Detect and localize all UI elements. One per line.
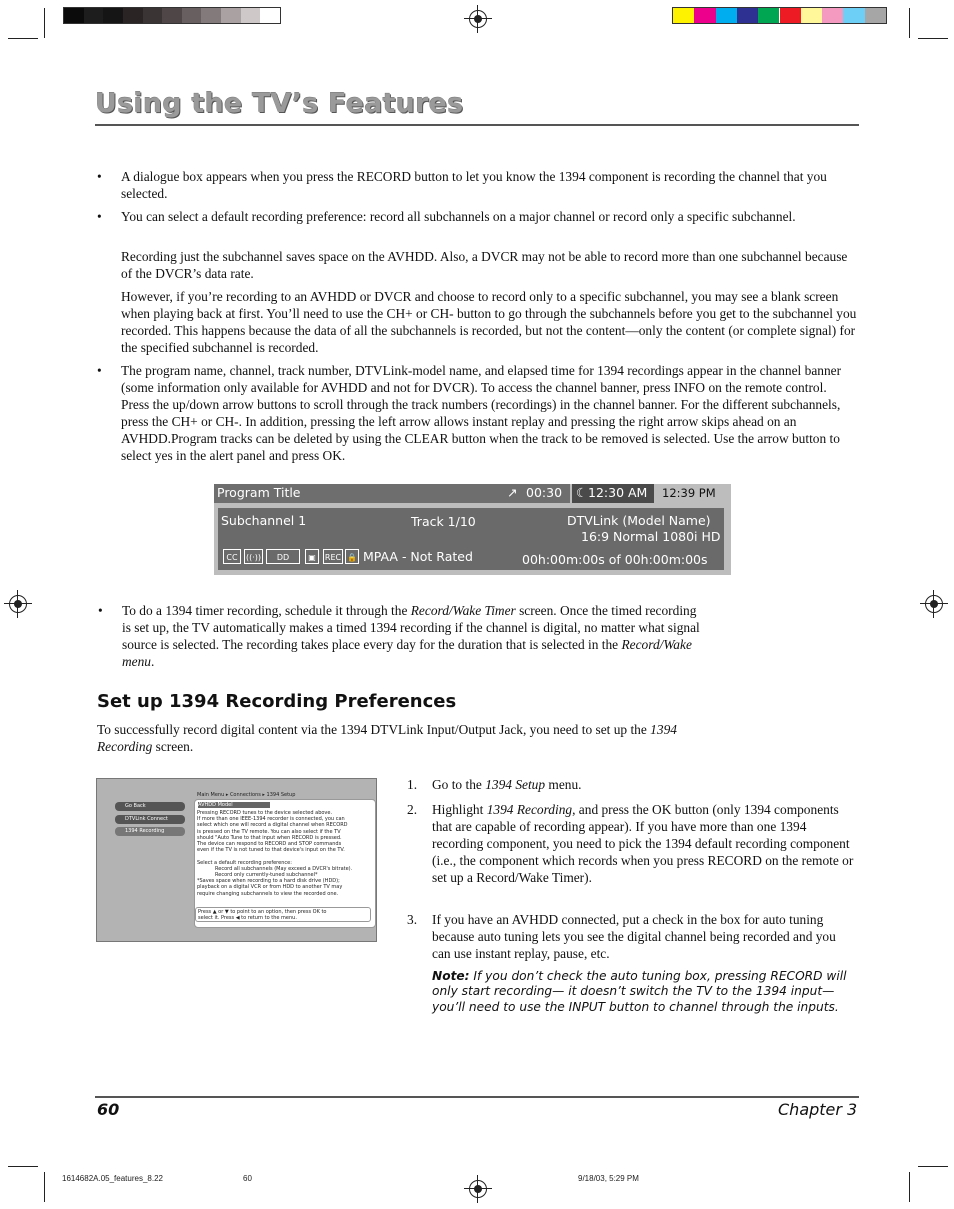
- slug-page: 60: [243, 1174, 252, 1183]
- menu-item-go-back[interactable]: Go Back: [115, 802, 185, 811]
- info-line: even if the TV is not tuned to that device's input on the TV.: [197, 847, 345, 854]
- subchannel: Subchannel 1: [221, 513, 307, 528]
- track: Track 1/10: [411, 514, 476, 529]
- info-line: The device can respond to RECORD and STOP commands: [197, 841, 342, 848]
- bullet-icon: •: [97, 209, 102, 224]
- device-field[interactable]: AVHDD Model: [198, 802, 270, 808]
- chapter-label: Chapter 3: [778, 1100, 858, 1119]
- bullet-text: You can select a default recording preference: record all subchannels on a major channel or record only a specific subchannel.: [121, 209, 796, 224]
- grayscale-swatch: [221, 8, 241, 23]
- section-heading: Set up 1394 Recording Preferences: [97, 691, 457, 712]
- color-swatch: [758, 8, 779, 23]
- bullet-paragraph: However, if you’re recording to an AVHDD or DVCR and choose to record only to a specific subchannel, you may see a blank screen when playing back at first. You’ll need to use the CH+ or CH- button to go through the subchannels before you get to the subchannel you recorded. This happens because the data of all the subchannels is recorded, but not the content—only the content (or complete signal) for the specified subchannel is recorded.: [121, 289, 857, 355]
- step-text: Go to the 1394 Setup menu.: [432, 777, 582, 792]
- section-intro: To successfully record digital content via the 1394 DTVLink Input/Output Jack, you need to set up the 1394 Recording screen.: [97, 722, 677, 754]
- info-line: Pressing RECORD tunes to the device selected above.: [197, 810, 333, 816]
- step-number: 3.: [407, 912, 418, 927]
- step-number: 2.: [407, 802, 418, 817]
- info-line: If more than one IEEE-1394 recorder is connected, you can: [197, 816, 345, 823]
- film-icon: ▣: [305, 549, 319, 564]
- dolby-icon: DD: [266, 549, 300, 564]
- elapsed-icon: ↗: [507, 485, 518, 500]
- grayscale-swatch: [103, 8, 123, 23]
- bullet-text: A dialogue box appears when you press the RECORD button to let you know the 1394 component is recording the channel that you selected.: [121, 169, 827, 201]
- registration-mark-icon: [925, 595, 943, 613]
- rating: MPAA - Not Rated: [363, 549, 473, 564]
- info-line: Select a default recording preference:: [197, 859, 292, 866]
- info-line: is pressed on the TV remote. You can also select if the TV: [197, 828, 341, 835]
- color-swatch: [865, 8, 886, 23]
- rec-icon: REC: [323, 549, 343, 564]
- grayscale-swatch: [182, 8, 202, 23]
- color-calibration-bar: [672, 7, 887, 24]
- color-swatch: [822, 8, 843, 23]
- grayscale-calibration-bar: [63, 7, 281, 24]
- breadcrumb: Main Menu ▸ Connections ▸ 1394 Setup: [197, 792, 296, 798]
- info-line: Record all subchannels (May exceed a DVCR's bitrate).: [215, 865, 353, 872]
- step-text: If you have an AVHDD connected, put a check in the box for auto tuning because auto tuning lets you see the digital channel being recorded and you can use instant replay, pause, etc.: [432, 912, 836, 961]
- registration-mark-icon: [469, 10, 487, 28]
- registration-mark-icon: [469, 1180, 487, 1198]
- slug-filename: 1614682A.05_features_8.22: [62, 1174, 163, 1183]
- crop-mark: [44, 1172, 45, 1202]
- elapsed-time: 00:30: [526, 485, 563, 500]
- bullet-icon: •: [97, 363, 102, 378]
- crop-mark: [44, 8, 45, 38]
- bullet-icon: •: [97, 169, 102, 184]
- menu-item-dtvlink-connect[interactable]: DTVLink Connect: [115, 815, 185, 824]
- crop-mark: [918, 38, 948, 39]
- step-number: 1.: [407, 777, 418, 792]
- color-swatch: [737, 8, 758, 23]
- stereo-icon: ((·)): [244, 549, 263, 564]
- color-swatch: [716, 8, 737, 23]
- info-line: require changing subchannels to view the recorded one.: [197, 890, 339, 897]
- help-box: [195, 907, 371, 922]
- info-line: should "Auto Tune to that input when RECORD is pressed.: [197, 834, 342, 841]
- color-swatch: [801, 8, 822, 23]
- color-swatch: [673, 8, 694, 23]
- help-line: select it. Press ◀ to return to the menu.: [198, 915, 297, 922]
- grayscale-swatch: [64, 8, 84, 23]
- note: Note: If you don’t check the auto tuning box, pressing RECORD will only start recording— it doesn’t switch the TV to the 1394 input—you’ll need to use the INPUT button to channel through the inputs.: [432, 969, 847, 1014]
- header-rule: [95, 124, 859, 126]
- help-line: Press ▲ or ▼ to point to an option, then press OK to: [198, 909, 327, 915]
- grayscale-swatch: [162, 8, 182, 23]
- grayscale-swatch: [260, 8, 280, 23]
- grayscale-swatch: [241, 8, 261, 23]
- footer-rule: [95, 1096, 859, 1098]
- moon-icon: ☾: [576, 485, 588, 500]
- current-time: 12:39 PM: [662, 486, 716, 500]
- info-text: [197, 810, 352, 897]
- info-line: Record only currently-tuned subchannel*: [215, 872, 318, 879]
- cc-icon: CC: [223, 549, 241, 564]
- crop-mark: [8, 38, 38, 39]
- color-swatch: [780, 8, 801, 23]
- grayscale-swatch: [123, 8, 143, 23]
- duration: 00h:00m:00s of 00h:00m:00s: [522, 552, 708, 567]
- crop-mark: [909, 8, 910, 38]
- crop-mark: [918, 1166, 948, 1167]
- lock-icon: 🔒: [345, 549, 359, 564]
- setup-menu-screenshot: [96, 778, 377, 942]
- channel-banner: [214, 484, 731, 575]
- slug-date: 9/18/03, 5:29 PM: [578, 1174, 639, 1183]
- program-title: Program Title: [217, 485, 301, 500]
- bullet-text: The program name, channel, track number, DTVLink-model name, and elapsed time for 1394 recordings appear in the channel banner (some information only available for AVHDD and not for DVCR). To access the channel banner, press INFO on the remote control. Press the up/down arrow buttons to scroll through the track numbers (recordings) in the channel banner. For the different subchannels, press the CH+ or CH-. In addition, pressing the left arrow allows instant replay and pressing the right arrow skips ahead on an AVHDD.Program tracks can be deleted by using the CLEAR button when the track to be removed is selected. Use the arrow button to select yes in the alert panel and press OK.: [121, 363, 842, 463]
- info-panel: [194, 799, 376, 928]
- page-title: Using the TV’s Features: [95, 88, 464, 119]
- timer-bullet-text: To do a 1394 timer recording, schedule it through the Record/Wake Timer screen. Once the timed recording is set up, the TV automatically makes a timed 1394 recording if the channel is digital, no matter what signal source is selected. The recording takes place every day for the duration that is selected in the Record/Wake menu.: [122, 603, 700, 669]
- dtvlink-model: DTVLink (Model Name): [567, 513, 711, 528]
- info-line: *Saves space when recording to a hard disk drive (HDD);: [197, 878, 340, 885]
- grayscale-swatch: [84, 8, 104, 23]
- video-format: 16:9 Normal 1080i HD: [581, 529, 721, 544]
- page-number: 60: [97, 1100, 120, 1119]
- grayscale-swatch: [201, 8, 221, 23]
- info-line: playback on a digital VCR or from HDD to another TV may: [197, 884, 343, 891]
- crop-mark: [8, 1166, 38, 1167]
- grayscale-swatch: [143, 8, 163, 23]
- bullet-icon: •: [98, 603, 103, 618]
- menu-item-1394-recording[interactable]: 1394 Recording: [115, 827, 185, 836]
- start-time: 12:30 AM: [588, 485, 648, 500]
- color-swatch: [843, 8, 864, 23]
- color-swatch: [694, 8, 715, 23]
- step-text: Highlight 1394 Recording, and press the OK button (only 1394 components that are capable of recording appear). If you have more than one 1394 recording component, you need to pick the 1394 default recording component (i.e., the component which records when you press RECORD on the remote or set up a Record/Wake Timer).: [432, 802, 854, 885]
- crop-mark: [909, 1172, 910, 1202]
- registration-mark-icon: [9, 595, 27, 613]
- info-line: select which one will record a digital channel when RECORD: [197, 822, 348, 829]
- bullet-paragraph: Recording just the subchannel saves space on the AVHDD. Also, a DVCR may not be able to record more than one subchannel because of the DVCR’s data rate.: [121, 249, 848, 281]
